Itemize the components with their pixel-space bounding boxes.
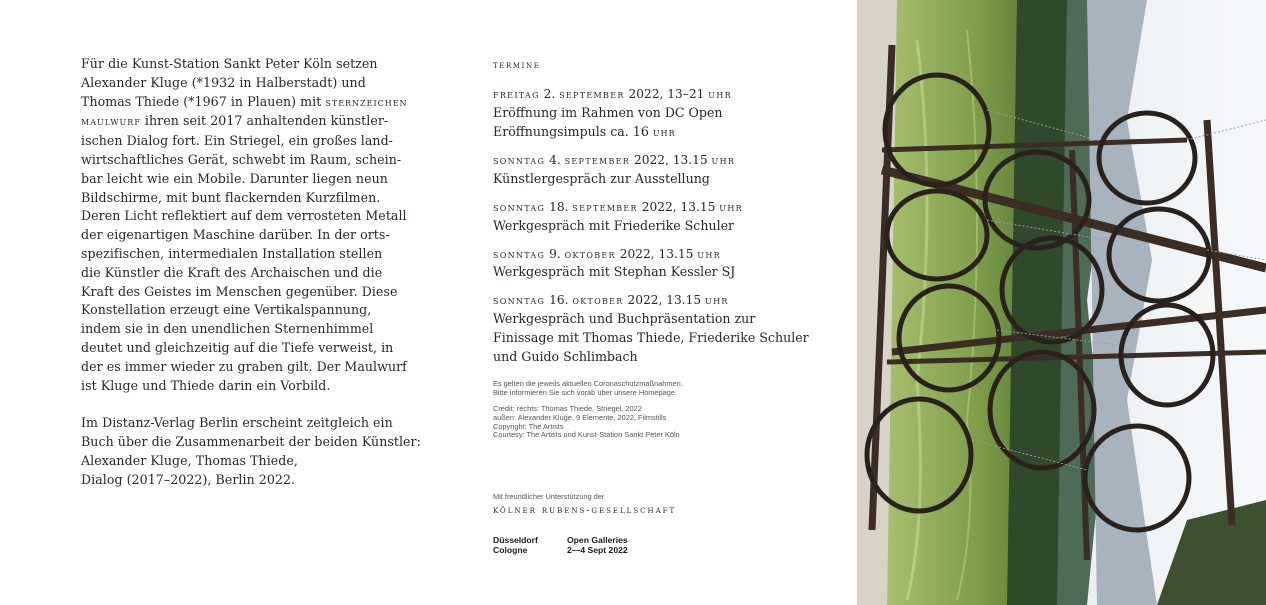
event-description: Eröffnungsimpuls ca. 16 uhr <box>493 123 676 139</box>
event-date: sonntag 4. september 2022, 13.15 uhr <box>493 153 736 168</box>
support-text: Mit freundlicher Unterstützung der <box>493 492 605 501</box>
intro-line: der es immer wieder zu graben gilt. Der Maulwurf <box>81 358 407 374</box>
book-line: Im Distanz-Verlag Berlin erscheint zeitgleich ein <box>81 415 393 431</box>
event-item <box>493 291 823 366</box>
event-item <box>493 198 823 236</box>
event-description: Werkgespräch mit Stephan Kessler SJ <box>493 264 736 280</box>
event-date: freitag 2. september 2022, 13–21 uhr <box>493 87 732 101</box>
intro-text <box>81 55 421 489</box>
striegel-photo-illustration <box>857 0 1266 605</box>
intro-line: Bildschirme, mit bunt flackernden Kurzfilmen. <box>81 189 381 205</box>
work-title-part: maulwurf <box>81 115 141 129</box>
event-description: Werkgespräch mit Friederike Schuler <box>493 217 735 233</box>
schedule-heading: termine <box>493 60 541 71</box>
event-item <box>493 151 823 189</box>
schedule <box>493 60 823 375</box>
intro-line: Konstellation erzeugt eine Vertikalspannung, <box>81 302 372 318</box>
intro-line: Für die Kunst-Station Sankt Peter Köln setzen <box>81 56 378 71</box>
logo-city: Cologne <box>493 545 528 555</box>
logo-title: Open Galleries <box>567 535 628 545</box>
note-line: Es gelten die jeweils aktuellen Coronaschutzmaßnahmen. <box>493 379 683 388</box>
event-item <box>493 245 823 283</box>
event-description: Werkgespräch und Buchpräsentation zur <box>493 310 756 326</box>
intro-line: bar leicht wie ein Mobile. Darunter liegen neun <box>81 170 388 186</box>
credit-line: Copyright: The Artists <box>493 421 564 431</box>
intro-line: ist Kluge und Thiede darin ein Vorbild. <box>81 377 331 393</box>
event-date: sonntag 9. oktober 2022, 13.15 uhr <box>493 246 721 261</box>
note-line: Bitte informieren Sie sich vorab über unsere Homepage. <box>493 387 678 397</box>
intro-line: Deren Licht reflektiert auf dem verrosteten Metall <box>81 208 407 224</box>
intro-line: Thomas Thiede (*1967 in Plauen) mit sternzeichen <box>81 93 408 109</box>
intro-line: deutet und gleichzeitig auf die Tiefe verweist, in <box>81 339 394 355</box>
intro-line: indem sie in den unendlichen Sternenhimmel <box>81 321 374 337</box>
intro-line: wirtschaftliches Gerät, schwebt im Raum, schein- <box>81 151 402 167</box>
book-line: Buch über die Zusammenarbeit der beiden Künstler: <box>81 433 421 449</box>
artwork-photo <box>857 0 1266 605</box>
book-line: Dialog (2017–2022), Berlin 2022. <box>81 471 296 487</box>
intro-line: ischen Dialog fort. Ein Striegel, ein großes land- <box>81 133 393 149</box>
work-title-part: sternzeichen <box>325 95 408 109</box>
logo-dates: 2—4 Sept 2022 <box>567 545 628 555</box>
covid-note <box>493 380 683 398</box>
intro-line: Kraft des Geistes im Menschen gegenüber. Diese <box>81 283 398 299</box>
sponsor-name: kölner rubens-gesellschaft <box>493 504 677 516</box>
event-item <box>493 85 823 142</box>
event-description: Finissage mit Thomas Thiede, Friederike Schuler <box>493 329 809 345</box>
credit-line: Credit: rechts: Thomas Thiede, Striegel, 2022 <box>493 404 642 413</box>
intro-line: Alexander Kluge (*1932 in Halberstadt) und <box>81 74 366 90</box>
credit-line: Courtesy: The Artists und Kunst-Station Sankt Peter Köln <box>493 430 680 440</box>
intro-line: die Künstler die Kraft des Archaischen und die <box>81 264 383 280</box>
credit-line: außen: Alexander Kluge, 9 Elemente, 2022, Filmstills <box>493 412 667 422</box>
event-description: Künstlergespräch zur Ausstellung <box>493 171 710 187</box>
intro-line: spezifischen, intermedialen Installation stellen <box>81 245 383 261</box>
event-date: sonntag 18. september 2022, 13.15 uhr <box>493 199 743 214</box>
event-description: Eröffnung im Rahmen von DC Open <box>493 104 723 120</box>
event-description: und Guido Schlimbach <box>493 348 638 364</box>
logo-city: Düsseldorf <box>493 535 538 545</box>
book-line: Alexander Kluge, Thomas Thiede, <box>81 452 298 468</box>
image-credits <box>493 405 680 440</box>
intro-line: der eigenartigen Maschine darüber. In der orts- <box>81 227 390 243</box>
intro-line: maulwurf ihren seit 2017 anhaltenden künstler- <box>81 113 389 129</box>
support-block <box>493 493 676 516</box>
event-list <box>493 85 823 366</box>
event-date: sonntag 16. oktober 2022, 13.15 uhr <box>493 293 729 308</box>
